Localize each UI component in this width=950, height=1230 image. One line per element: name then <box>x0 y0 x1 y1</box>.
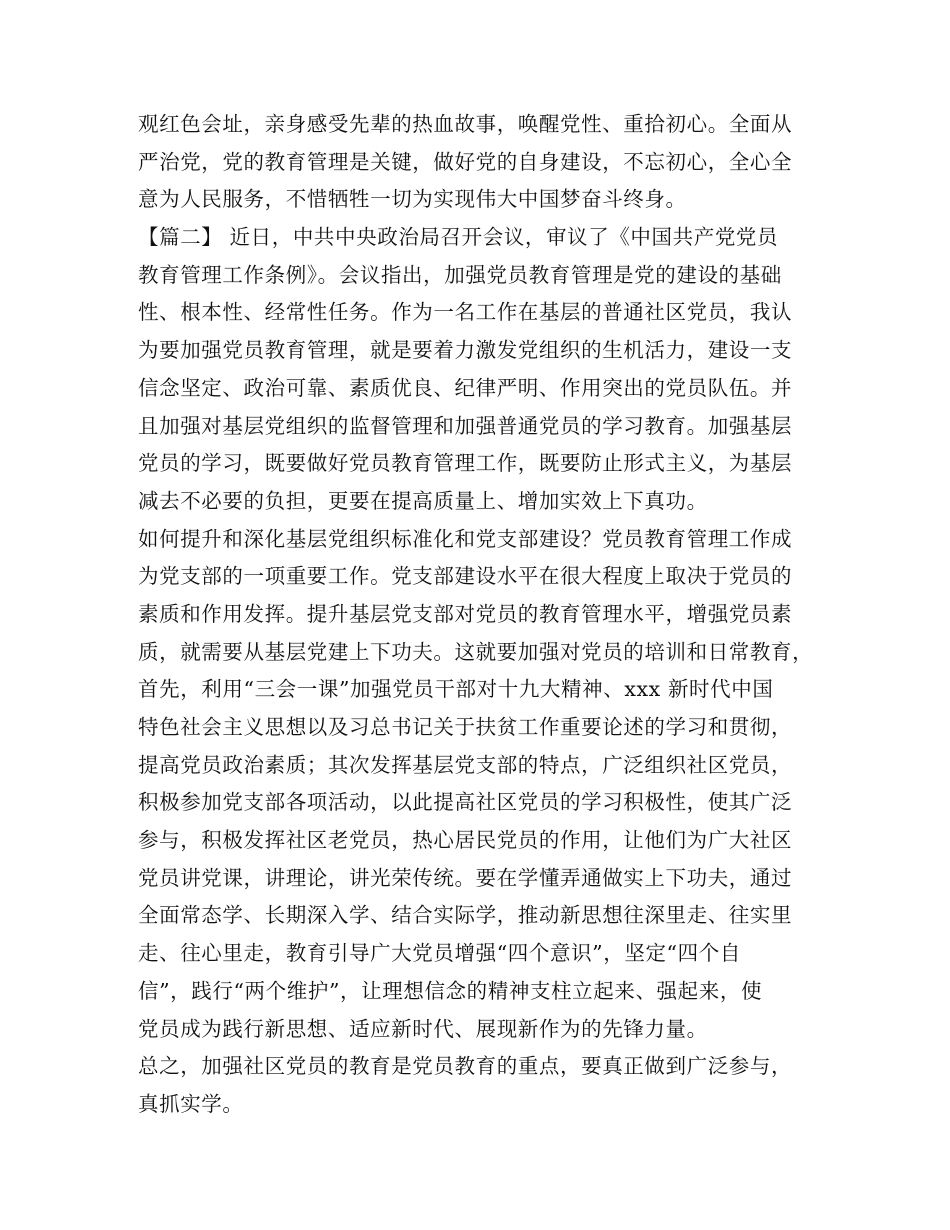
text-line: 信”，践行“两个维护”，让理想信念的精神支柱立起来、强起来，使 <box>138 978 763 1003</box>
text-line: 真抓实学。 <box>138 1091 244 1116</box>
text-line: 总之，加强社区党员的教育是党员教育的重点，要真正做到广泛参与， <box>138 1054 793 1079</box>
text-line: 且加强对基层党组织的监督管理和加强普通党员的学习教育。加强基层 <box>138 413 793 438</box>
text-line: 走、往心里走，教育引导广大党员增强“四个意识”，坚定“四个自 <box>138 941 741 966</box>
text-line: 为要加强党员教育管理，就是要着力激发党组织的生机活力，建设一支 <box>138 338 793 363</box>
text-line: 观红色会址，亲身感受先辈的热血故事，唤醒党性、重拾初心。全面从 <box>138 112 793 136</box>
text-line: 积极参加党支部各项活动，以此提高社区党员的学习积极性，使其广泛 <box>138 790 793 815</box>
text-line: 首先，利用“三会一课”加强党员干部对十九大精神、xxx 新时代中国 <box>138 677 774 702</box>
text-line: 党员成为践行新思想、适应新时代、展现新作为的先锋力量。 <box>138 1016 708 1041</box>
text-line: 提高党员政治素质；其次发挥基层党支部的特点，广泛组织社区党员， <box>138 752 793 777</box>
text-line: 为党支部的一项重要工作。党支部建设水平在很大程度上取决于党员的 <box>138 564 793 589</box>
text-line: 特色社会主义思想以及习总书记关于扶贫工作重要论述的学习和贯彻， <box>138 715 793 739</box>
text-line: 减去不必要的负担，更要在提高质量上、增加实效上下真功。 <box>138 488 708 513</box>
text-line: 参与，积极发挥社区老党员，热心居民党员的作用，让他们为广大社区 <box>138 828 793 853</box>
text-line: 严治党，党的教育管理是关键，做好党的自身建设，不忘初心，全心全 <box>138 149 793 174</box>
text-line: 素质和作用发挥。提升基层党支部对党员的教育管理水平，增强党员素 <box>138 601 793 626</box>
text-line: 质，就需要从基层党建上下功夫。这就要加强对党员的培训和日常教育， <box>138 639 814 664</box>
text-line: 党员讲党课，讲理论，讲光荣传统。要在学懂弄通做实上下功夫，通过 <box>138 865 793 890</box>
text-line: 【篇二】 近日，中共中央政治局召开会议，审议了《中国共产党党员 <box>138 225 779 250</box>
text-line: 教育管理工作条例》。会议指出，加强党员教育管理是党的建设的基础 <box>138 262 782 287</box>
document-body <box>138 106 838 1124</box>
text-line: 性、根本性、经常性任务。作为一名工作在基层的普通社区党员，我认 <box>138 300 793 325</box>
text-line: 信念坚定、政治可靠、素质优良、纪律严明、作用突出的党员队伍。并 <box>138 375 793 400</box>
text-line: 意为人民服务，不惜牺牲一切为实现伟大中国梦奋斗终身。 <box>138 187 687 212</box>
text-line: 党员的学习，既要做好党员教育管理工作，既要防止形式主义，为基层 <box>138 451 793 476</box>
text-line: 全面常态学、长期深入学、结合实际学，推动新思想往深里走、往实里 <box>138 903 793 928</box>
text-line: 如何提升和深化基层党组织标准化和党支部建设？党员教育管理工作成 <box>138 526 793 551</box>
